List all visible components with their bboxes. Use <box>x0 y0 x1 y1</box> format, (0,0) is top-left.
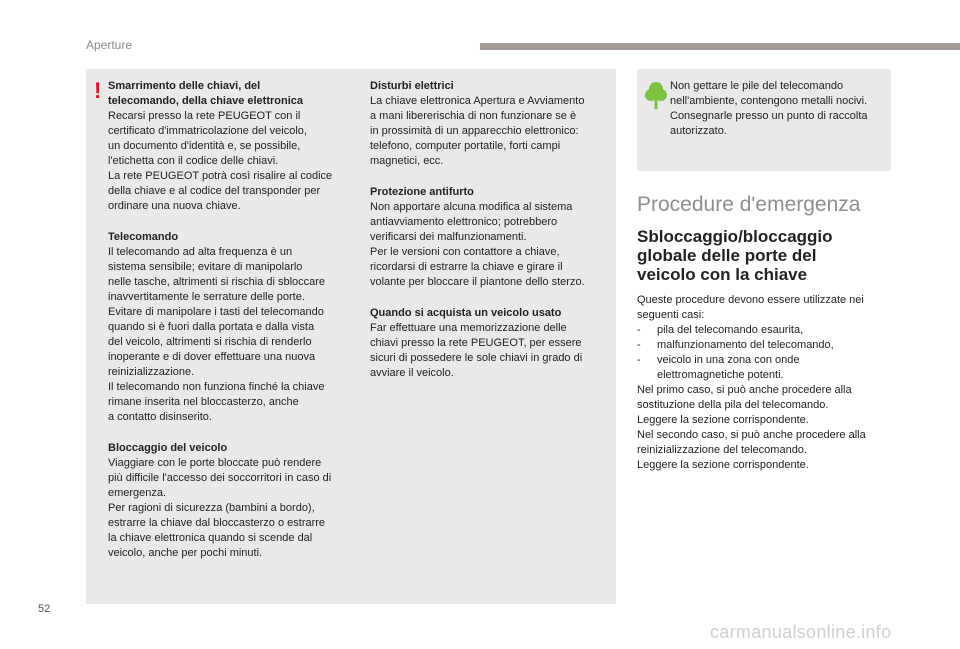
warning-item-body: Il telecomando ad alta frequenza è un sistema sensibile; evitare di manipolarlo nelle tasche, altrimenti si rischia di sbloccare inavvertitamente le serrature delle porte. Evitare di manipolare i tasti del telecomando quando si è fuori dalla portata e dalla vista del veicolo, altrimenti si rischia di renderlo inoperante e di dover effettuare una nuova reinizializzazione. Il telecomando non funziona finché la chiave rimane inserita nel bloccasterzo, anche a contatto disinserito. <box>108 246 326 423</box>
emergency-cases-list <box>637 323 897 383</box>
warning-item-body: Recarsi presso la rete PEUGEOT con il certificato d'immatricolazione del veicolo, un documento d'identità e, se possibile, l'etichetta con il codice delle chiavi. La rete PEUGEOT potrà così risalire al codice della chiave e al codice del transponder per ordinare una nuova chiave. <box>108 110 333 212</box>
emergency-outro: Nel primo caso, si può anche procedere alla sostituzione della pila del telecomando. Leggere la sezione corrispondente. Nel secondo caso, si può anche procedere alla reinizializzazione del telecomando. Leggere la sezione corrispondente. <box>637 384 866 471</box>
page-number: 52 <box>38 603 51 615</box>
warning-item-title: Protezione antifurto <box>370 186 474 198</box>
warning-column-left <box>108 79 358 577</box>
list-item: - pila del telecomando esaurita, <box>637 323 897 338</box>
emergency-body <box>637 293 897 473</box>
exclamation-icon: ! <box>94 78 102 103</box>
emergency-subheading: Sbloccaggio/bloccaggio globale delle porte del veicolo con la chiave <box>637 227 833 284</box>
warning-item <box>370 306 610 381</box>
warning-item-body: Viaggiare con le porte bloccate può rendere più difficile l'accesso dei soccorritori in caso di emergenza. Per ragioni di sicurezza (bambini a bordo), estrarre la chiave dal bloccasterzo o estrarre la chiave elettronica quando si scende dal veicolo, anche per pochi minuti. <box>108 457 332 559</box>
warning-item <box>370 185 610 290</box>
eco-note-text: Non gettare le pile del telecomando nell'ambiente, contengono metalli nocivi. Consegnarle presso un punto di raccolta autorizzato. <box>670 80 868 137</box>
emergency-intro: Queste procedure devono essere utilizzate nei seguenti casi: <box>637 294 864 321</box>
list-item: - malfunzionamento del telecomando, <box>637 338 897 353</box>
section-title: Aperture <box>86 38 133 52</box>
list-item: - veicolo in una zona con onde elettromagnetiche potenti. <box>637 353 897 383</box>
warning-item-title: Smarrimento delle chiavi, del telecomando, della chiave elettronica <box>108 80 304 107</box>
warning-item <box>108 441 358 561</box>
emergency-heading: Procedure d'emergenza <box>637 193 861 216</box>
header-bar <box>480 43 960 50</box>
warning-item <box>108 79 358 214</box>
warning-column-right <box>370 79 610 397</box>
warning-item-body: La chiave elettronica Apertura e Avviamento a mani libererischia di non funzionare se è in prossimità di un apparecchio elettronico: telefono, computer portatile, forti campi magnetici, ecc. <box>370 95 585 167</box>
warning-item <box>370 79 610 169</box>
warning-item <box>108 230 358 425</box>
watermark: carmanualsonline.info <box>710 622 892 642</box>
tree-icon <box>645 80 667 110</box>
warning-item-body: Non apportare alcuna modifica al sistema antiavviamento elettronico; potrebbero verificarsi dei malfunzionamenti. Per le versioni con contattore a chiave, ricordarsi di estrarre la chiave e girare il volante per bloccare il piantone dello sterzo. <box>370 201 585 288</box>
warning-item-body: Far effettuare una memorizzazione delle chiavi presso la rete PEUGEOT, per essere sicuri di possedere le sole chiavi in grado di avviare il veicolo. <box>370 322 583 379</box>
warning-item-title: Disturbi elettrici <box>370 80 454 92</box>
warning-item-title: Telecomando <box>108 231 179 243</box>
warning-item-title: Quando si acquista un veicolo usato <box>370 307 562 319</box>
warning-item-title: Bloccaggio del veicolo <box>108 442 228 454</box>
